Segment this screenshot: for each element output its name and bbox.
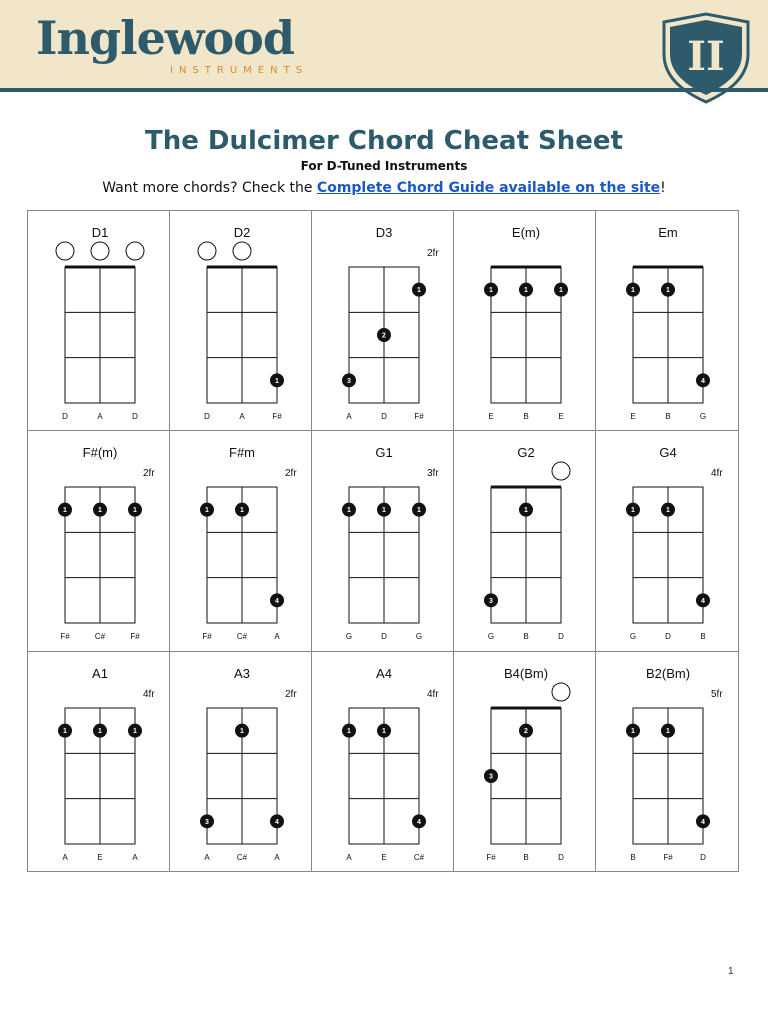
logo-monogram: II bbox=[687, 33, 725, 80]
finger-number: 1 bbox=[631, 507, 635, 515]
finger-number: 1 bbox=[63, 507, 67, 515]
finger-number: 1 bbox=[347, 728, 351, 736]
fret-position-label: 2fr bbox=[285, 468, 297, 479]
finger-number: 4 bbox=[701, 818, 705, 826]
string-note-label: F# bbox=[202, 632, 212, 641]
page-subtitle: For D-Tuned Instruments bbox=[300, 159, 468, 173]
string-note-label: D bbox=[558, 632, 564, 641]
page-title: The Dulcimer Chord Cheat Sheet bbox=[145, 126, 623, 156]
header-band bbox=[0, 0, 768, 88]
open-string-icon bbox=[233, 242, 251, 260]
chord-diagram bbox=[28, 431, 170, 652]
fret-position-label: 4fr bbox=[711, 468, 723, 479]
chord-diagram bbox=[170, 431, 312, 652]
finger-number: 2 bbox=[382, 332, 386, 340]
brand-subtitle: INSTRUMENTS bbox=[170, 65, 309, 76]
open-string-icon bbox=[126, 242, 144, 260]
chord-name: B4(Bm) bbox=[503, 666, 549, 681]
string-note-label: F# bbox=[272, 412, 282, 421]
string-note-label: C# bbox=[94, 632, 106, 641]
chord-diagram bbox=[596, 211, 739, 431]
chord-cell bbox=[595, 651, 739, 872]
promo-line bbox=[0, 178, 768, 198]
fret-position-label: 4fr bbox=[427, 689, 439, 700]
finger-number: 1 bbox=[524, 287, 528, 295]
chord-cell bbox=[27, 430, 170, 652]
chord-name: Em bbox=[658, 225, 678, 240]
chord-cell bbox=[453, 651, 596, 872]
string-note-label: F# bbox=[663, 853, 673, 862]
open-string-icon bbox=[91, 242, 109, 260]
string-note-label: G bbox=[699, 412, 707, 421]
string-note-label: A bbox=[274, 853, 280, 862]
string-note-label: E bbox=[488, 412, 494, 421]
string-note-label: F# bbox=[414, 412, 424, 421]
string-note-label: D bbox=[62, 412, 68, 421]
chord-cell bbox=[27, 210, 170, 431]
chord-name: D3 bbox=[375, 225, 393, 240]
finger-number: 1 bbox=[524, 507, 528, 515]
finger-number: 1 bbox=[559, 287, 563, 295]
fret-position-label: 2fr bbox=[285, 689, 297, 700]
string-note-label: D bbox=[558, 853, 564, 862]
string-note-label: C# bbox=[236, 632, 248, 641]
finger-number: 4 bbox=[417, 818, 421, 826]
chord-diagram bbox=[312, 211, 454, 431]
finger-number: 1 bbox=[382, 507, 386, 515]
chord-diagram bbox=[28, 652, 170, 872]
finger-number: 1 bbox=[417, 507, 421, 515]
finger-number: 4 bbox=[275, 818, 279, 826]
finger-number: 1 bbox=[63, 728, 67, 736]
fret-position-label: 5fr bbox=[711, 689, 723, 700]
chord-diagram bbox=[28, 211, 170, 431]
chord-cell bbox=[595, 210, 739, 431]
open-string-icon bbox=[198, 242, 216, 260]
string-note-label: F# bbox=[60, 632, 70, 641]
chord-cell bbox=[311, 651, 454, 872]
finger-number: 1 bbox=[98, 507, 102, 515]
string-note-label: A bbox=[239, 412, 245, 421]
fret-position-label: 3fr bbox=[427, 468, 439, 479]
chord-cell bbox=[453, 210, 596, 431]
string-note-label: G bbox=[487, 632, 495, 641]
chord-diagram bbox=[170, 652, 312, 872]
finger-number: 1 bbox=[417, 287, 421, 295]
chord-diagram bbox=[454, 211, 596, 431]
finger-number: 1 bbox=[631, 287, 635, 295]
chord-cell bbox=[311, 210, 454, 431]
chord-diagram bbox=[312, 652, 454, 872]
finger-number: 4 bbox=[275, 597, 279, 605]
open-string-icon bbox=[552, 683, 570, 701]
chord-cell bbox=[169, 210, 312, 431]
string-note-label: D bbox=[204, 412, 210, 421]
string-note-label: E bbox=[97, 853, 103, 862]
finger-number: 1 bbox=[98, 728, 102, 736]
string-note-label: G bbox=[415, 632, 423, 641]
string-note-label: D bbox=[381, 412, 387, 421]
finger-number: 1 bbox=[666, 728, 670, 736]
string-note-label: F# bbox=[486, 853, 496, 862]
string-note-label: D bbox=[665, 632, 671, 641]
chord-cell bbox=[453, 430, 596, 652]
string-note-label: G bbox=[629, 632, 637, 641]
finger-number: 3 bbox=[347, 377, 351, 385]
chord-name: E(m) bbox=[511, 225, 541, 240]
promo-suffix: ! bbox=[660, 180, 666, 196]
string-note-label: A bbox=[346, 853, 352, 862]
finger-number: 1 bbox=[240, 728, 244, 736]
string-note-label: A bbox=[97, 412, 103, 421]
finger-number: 2 bbox=[524, 728, 528, 736]
string-note-label: E bbox=[381, 853, 387, 862]
chord-name: F#m bbox=[229, 445, 255, 460]
finger-number: 1 bbox=[133, 728, 137, 736]
chord-diagram bbox=[312, 431, 454, 652]
finger-number: 1 bbox=[666, 507, 670, 515]
string-note-label: B bbox=[665, 412, 671, 421]
brand-name: Inglewood bbox=[36, 11, 294, 65]
finger-number: 3 bbox=[489, 773, 493, 781]
chord-diagram bbox=[596, 652, 739, 872]
chord-diagram bbox=[454, 431, 596, 652]
chord-guide-link[interactable]: Complete Chord Guide available on the site bbox=[316, 180, 661, 196]
chord-cell bbox=[595, 430, 739, 652]
string-note-label: E bbox=[558, 412, 564, 421]
chord-grid bbox=[27, 210, 738, 871]
open-string-icon bbox=[56, 242, 74, 260]
finger-number: 1 bbox=[666, 287, 670, 295]
chord-name: G1 bbox=[375, 445, 393, 460]
string-note-label: E bbox=[630, 412, 636, 421]
chord-name: G4 bbox=[659, 445, 677, 460]
string-note-label: A bbox=[346, 412, 352, 421]
chord-diagram bbox=[596, 431, 739, 652]
promo-prefix: Want more chords? Check the bbox=[102, 180, 317, 196]
string-note-label: A bbox=[132, 853, 138, 862]
string-note-label: D bbox=[132, 412, 138, 421]
chord-cell bbox=[169, 651, 312, 872]
chord-name: D1 bbox=[91, 225, 109, 240]
chord-diagram bbox=[454, 652, 596, 872]
chord-cell bbox=[311, 430, 454, 652]
chord-name: A3 bbox=[234, 666, 250, 681]
finger-number: 4 bbox=[701, 597, 705, 605]
chord-cell bbox=[27, 651, 170, 872]
finger-number: 1 bbox=[631, 728, 635, 736]
chord-name: B2(Bm) bbox=[645, 666, 691, 681]
finger-number: 4 bbox=[701, 377, 705, 385]
string-note-label: C# bbox=[236, 853, 248, 862]
finger-number: 1 bbox=[133, 507, 137, 515]
string-note-label: B bbox=[523, 853, 529, 862]
finger-number: 1 bbox=[489, 287, 493, 295]
chord-diagram bbox=[170, 211, 312, 431]
finger-number: 1 bbox=[205, 507, 209, 515]
string-note-label: A bbox=[274, 632, 280, 641]
string-note-label: B bbox=[523, 632, 529, 641]
chord-name: D2 bbox=[233, 225, 251, 240]
string-note-label: D bbox=[381, 632, 387, 641]
string-note-label: A bbox=[204, 853, 210, 862]
finger-number: 3 bbox=[205, 818, 209, 826]
chord-name: F#(m) bbox=[82, 445, 118, 460]
finger-number: 1 bbox=[275, 377, 279, 385]
fret-position-label: 2fr bbox=[427, 248, 439, 259]
string-note-label: F# bbox=[130, 632, 140, 641]
fret-position-label: 2fr bbox=[143, 468, 155, 479]
string-note-label: G bbox=[345, 632, 353, 641]
finger-number: 3 bbox=[489, 597, 493, 605]
chord-cell bbox=[169, 430, 312, 652]
page-number: 1 bbox=[728, 966, 734, 977]
chord-name: A1 bbox=[92, 666, 108, 681]
header-rule bbox=[0, 88, 768, 92]
string-note-label: B bbox=[523, 412, 529, 421]
finger-number: 1 bbox=[382, 728, 386, 736]
chord-name: G2 bbox=[517, 445, 535, 460]
string-note-label: B bbox=[630, 853, 636, 862]
string-note-label: A bbox=[62, 853, 68, 862]
chord-name: A4 bbox=[376, 666, 392, 681]
string-note-label: B bbox=[700, 632, 706, 641]
string-note-label: C# bbox=[413, 853, 425, 862]
string-note-label: D bbox=[700, 853, 706, 862]
fret-position-label: 4fr bbox=[143, 689, 155, 700]
finger-number: 1 bbox=[347, 507, 351, 515]
finger-number: 1 bbox=[240, 507, 244, 515]
open-string-icon bbox=[552, 462, 570, 480]
